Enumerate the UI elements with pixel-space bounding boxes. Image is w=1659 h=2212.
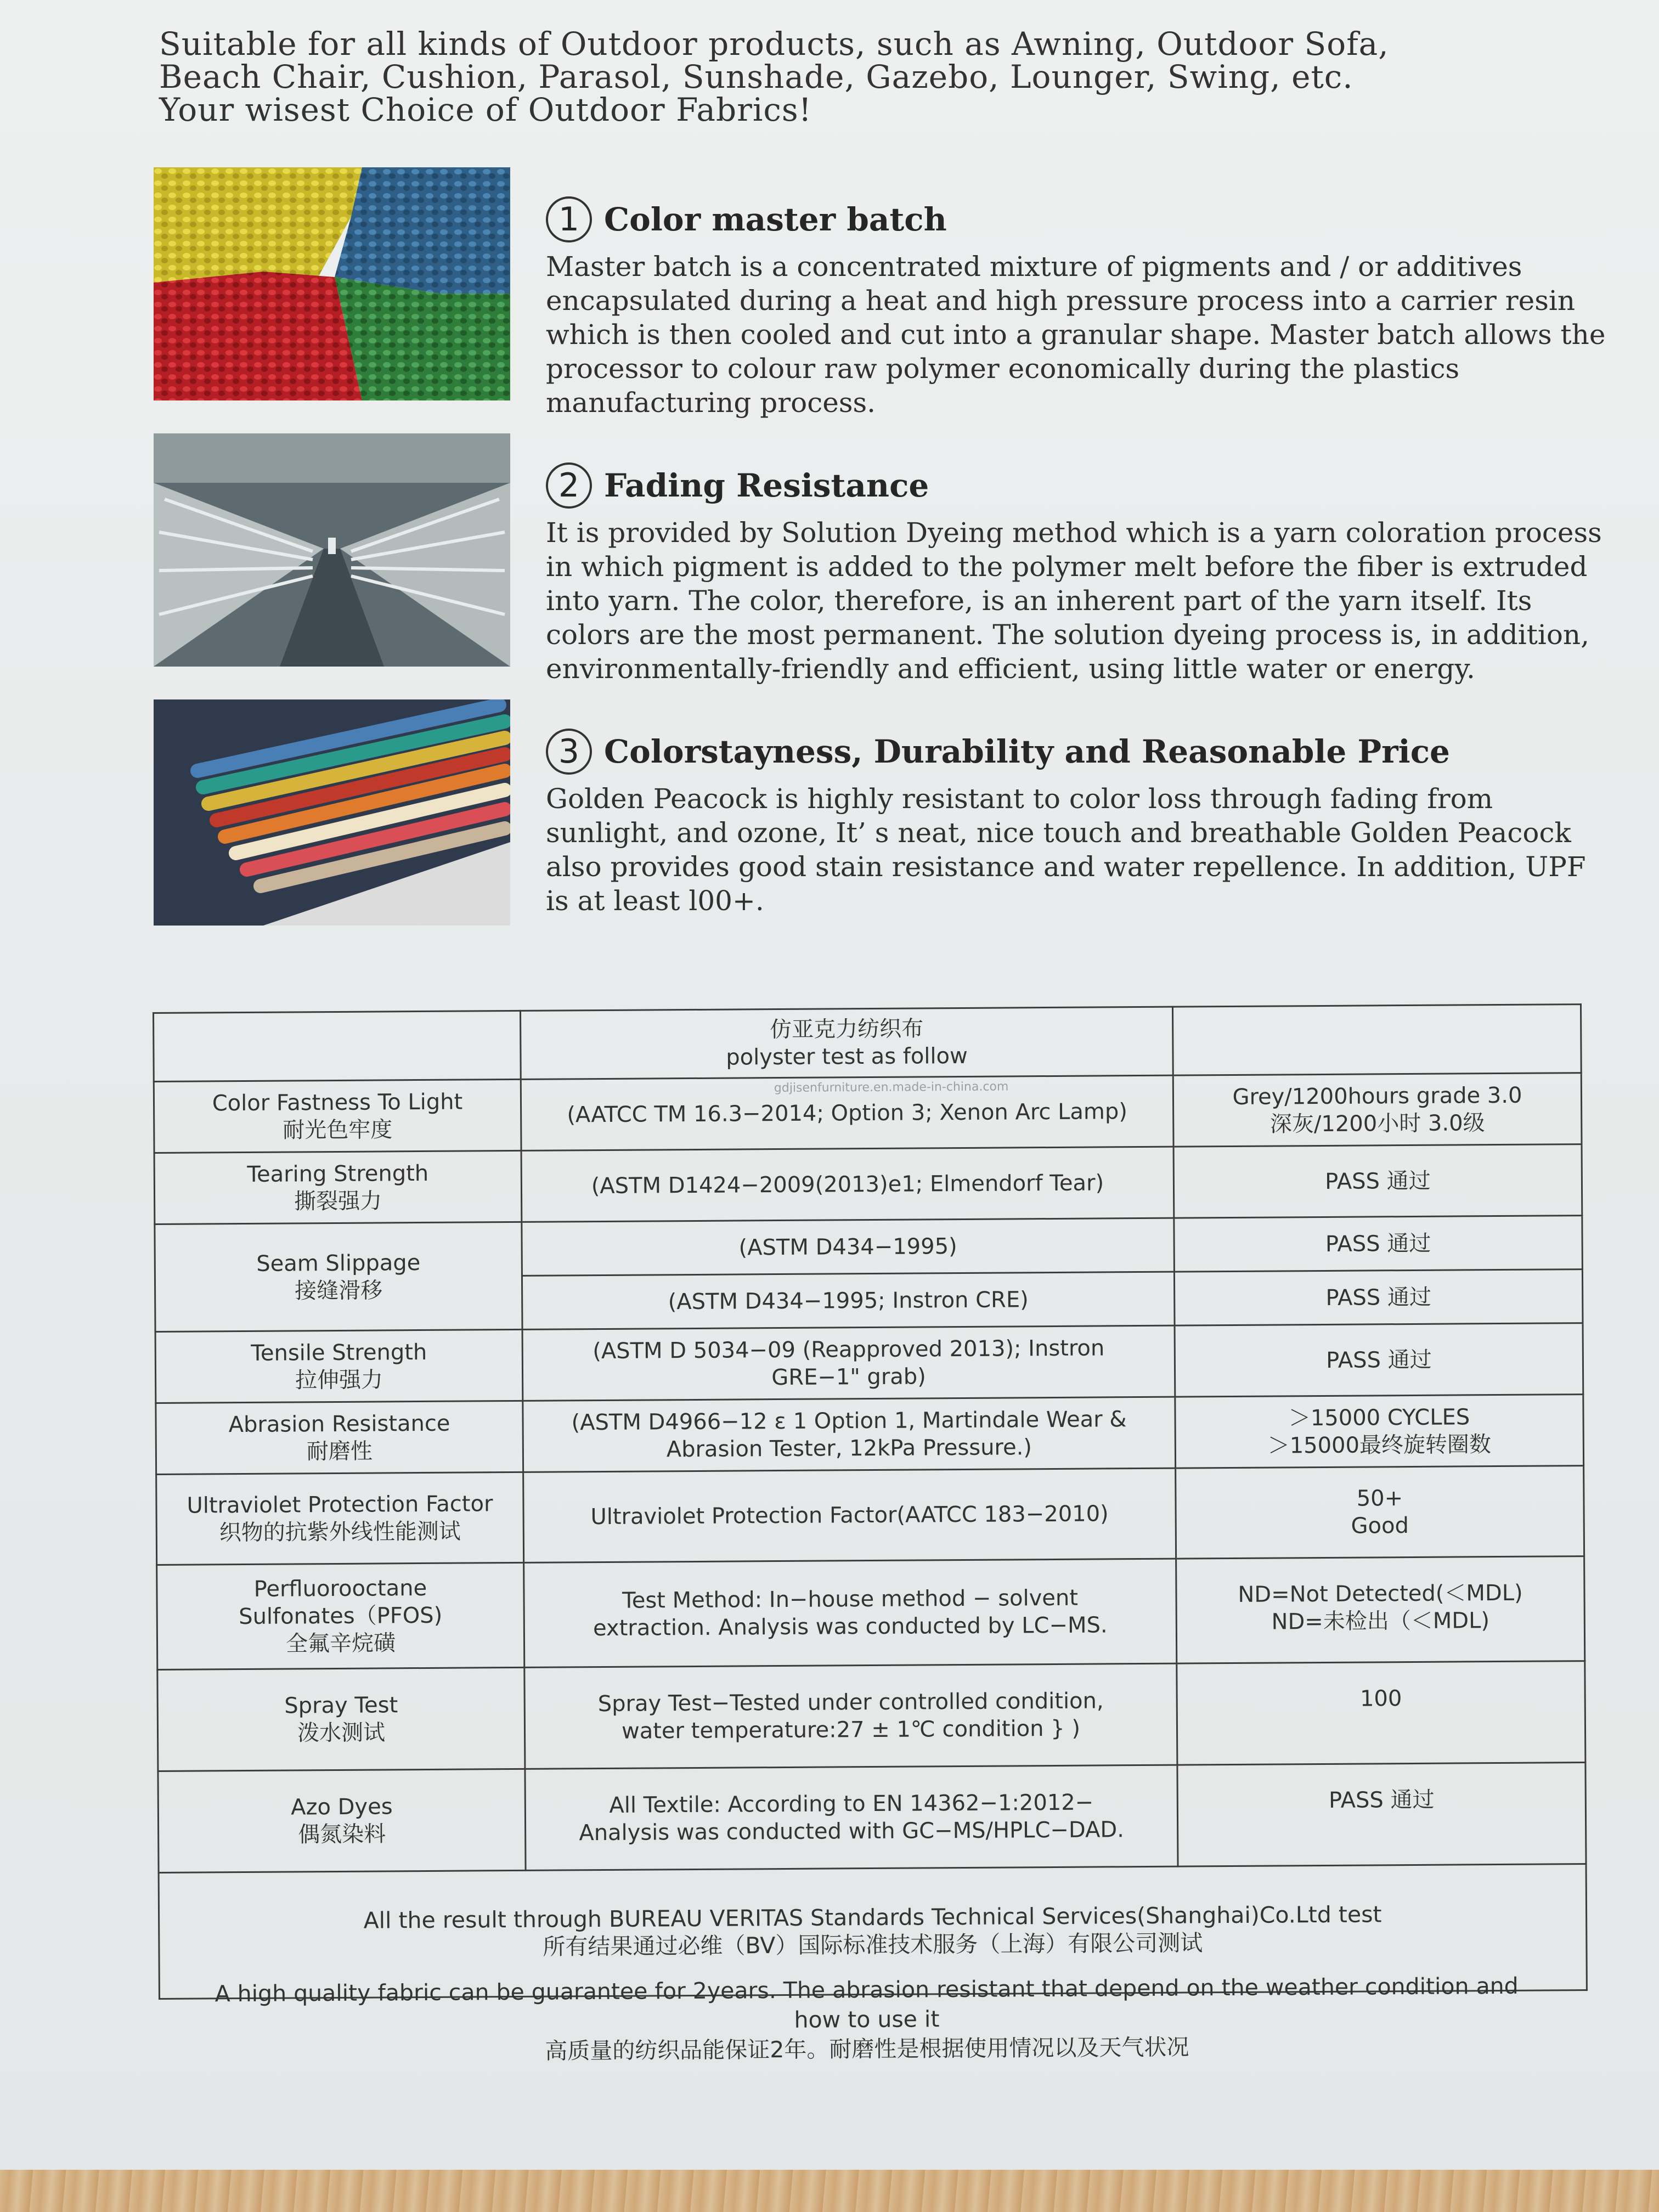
test-result-text-cn: 深灰/1200小时 3.0级 (1269, 1110, 1485, 1137)
feature-1-text (546, 195, 1616, 420)
table-row (156, 1395, 1584, 1475)
test-name-en: Spray Test (284, 1692, 398, 1719)
test-result-cell (1177, 1762, 1586, 1866)
table-row (156, 1466, 1584, 1565)
test-method-cell (522, 1272, 1175, 1329)
test-summary-cn: 所有结果通过必维（BV）国际标准技术服务（上海）有限公司测试 (543, 1929, 1203, 1961)
test-name-en: Tensile Strength (251, 1339, 427, 1366)
header-empty-cell (1172, 1005, 1581, 1076)
test-method-cell (524, 1663, 1177, 1769)
test-result-cell (1174, 1269, 1583, 1326)
test-method-text: (ASTM D434−1995) (738, 1233, 957, 1261)
guarantee-note (208, 1971, 1526, 2068)
table-row (155, 1323, 1583, 1403)
intro-line-2: Beach Chair, Cushion, Parasol, Sunshade, Gazebo, Lounger, Swing, etc. (159, 58, 1353, 95)
test-name-cell (155, 1222, 522, 1332)
test-result-text-2: Good (1351, 1513, 1409, 1539)
test-method-text-2: Analysis was conducted with GC−MS/HPLC−DAD. (579, 1816, 1125, 1846)
feature-1-heading (546, 195, 1616, 244)
test-result-cell (1175, 1395, 1584, 1469)
test-name-cell (158, 1769, 526, 1872)
test-name-cn: 全氟辛烷磺 (285, 1630, 396, 1657)
test-result-text: PASS 通过 (1326, 1347, 1432, 1373)
test-result-text: PASS 通过 (1328, 1787, 1435, 1813)
test-method-text-2: water temperature:27 ± 1℃ condition } ) (621, 1716, 1081, 1744)
test-result-text-cn: ＞15000最终旋转圈数 (1267, 1431, 1492, 1459)
test-name-cell (157, 1563, 524, 1669)
test-name-cn: 耐磨性 (306, 1438, 373, 1465)
feature-fading-resistance (154, 433, 1613, 685)
test-result-text: Grey/1200hours grade 3.0 (1232, 1082, 1522, 1110)
test-method-text: (ASTM D434−1995; Instron CRE) (668, 1287, 1029, 1315)
test-name-cn: 偶氮染料 (298, 1821, 386, 1848)
test-result-cell (1176, 1466, 1584, 1559)
test-name-cell (154, 1079, 521, 1153)
feature-1-body: Master batch is a concentrated mixture of pigments and / or additives encapsulated during a heat and high pressure process into a carrier resin which is then cooled and cut into a granular shape. Master batch allows the processor to colour raw polymer economically during the plastics manufacturing process. (546, 251, 1606, 419)
test-method-cell (523, 1397, 1176, 1472)
test-method-cell (524, 1559, 1177, 1667)
test-result-text: ND=Not Detected(＜MDL) (1238, 1581, 1523, 1608)
header-title-cn: 仿亚克力纺织布 (770, 1016, 924, 1043)
test-name-cn: 织物的抗紫外线性能测试 (219, 1519, 461, 1546)
test-result-cell (1175, 1323, 1583, 1397)
feature-3-text (546, 727, 1616, 918)
feature-2-body: It is provided by Solution Dyeing method which is a yarn coloration process in which pigment is added to the polymer melt before the fiber is extruded into yarn. The color, therefore, is an inherent part of the yarn itself. Its colors are the most permanent. The solution dyeing process is, in addition, environmentally-friendly and efficient, using little water or energy. (546, 517, 1602, 685)
test-result-text: 50+ (1356, 1486, 1403, 1512)
test-name-en: Ultraviolet Protection Factor (187, 1491, 493, 1519)
table-row (154, 1144, 1582, 1224)
test-name-en: Azo Dyes (290, 1794, 393, 1820)
header-empty-cell (154, 1011, 521, 1081)
test-method-cell (525, 1765, 1178, 1870)
table-row (158, 1762, 1586, 1872)
test-result-cell (1173, 1144, 1582, 1218)
feature-1-title: Color master batch (604, 201, 947, 238)
feature-color-master-batch (154, 167, 1613, 419)
feature-number-1-icon: 1 (546, 196, 592, 242)
test-name-en: Abrasion Resistance (228, 1410, 450, 1438)
table-row (157, 1556, 1585, 1669)
test-method-cell (521, 1147, 1174, 1222)
test-method-text: Ultraviolet Protection Factor(AATCC 183−2010) (590, 1501, 1109, 1530)
test-method-cell (523, 1469, 1176, 1563)
test-method-cell (522, 1218, 1175, 1276)
feature-3-heading (546, 727, 1616, 776)
test-method-cell (521, 1075, 1173, 1150)
header-title-cell (520, 1007, 1173, 1079)
feature-2-title: Fading Resistance (604, 467, 929, 504)
fabric-rolls-photo (154, 699, 510, 926)
wooden-desk-surface (0, 2170, 1659, 2212)
test-result-cell (1173, 1073, 1582, 1147)
test-name-cn: 撕裂强力 (294, 1188, 382, 1215)
intro-line-1: Suitable for all kinds of Outdoor products, such as Awning, Outdoor Sofa, (159, 25, 1389, 63)
test-name-cell (156, 1472, 524, 1565)
test-name-en: Tearing Strength (247, 1160, 429, 1187)
table-row (154, 1073, 1582, 1153)
test-name-cn: 接缝滑移 (294, 1278, 383, 1304)
feature-colorstayness (154, 699, 1613, 930)
test-name-cell (157, 1667, 525, 1771)
test-name-cn: 耐光色牢度 (283, 1116, 393, 1143)
feature-3-body: Golden Peacock is highly resistant to color loss through fading from sunlight, and ozone, It’ s neat, nice touch and breathable Golden Peacock also provides good stain resistance and water repellence. In addition, UPF is at least l00+. (546, 783, 1586, 917)
yarn-factory-photo (154, 433, 510, 667)
test-name-cell (155, 1330, 523, 1403)
table-header-row (154, 1005, 1582, 1082)
test-name-en-2: Sulfonates（PFOS) (239, 1602, 443, 1630)
test-method-cell (522, 1325, 1175, 1401)
feature-2-heading (546, 461, 1616, 510)
test-name-cell (156, 1401, 523, 1475)
test-name-en: Seam Slippage (256, 1250, 421, 1277)
test-result-text: ＞15000 CYCLES (1288, 1404, 1470, 1431)
feature-2-text (546, 461, 1616, 686)
test-result-text: PASS 通过 (1325, 1284, 1432, 1311)
test-method-text-2: Abrasion Tester, 12kPa Pressure.) (666, 1435, 1032, 1463)
test-result-cell (1176, 1556, 1585, 1663)
guarantee-note-en: A high quality fabric can be guarantee for 2years. The abrasion resistant that depend on the weather condition and how to use it (215, 1972, 1519, 2033)
test-name-cn: 拉伸强力 (295, 1367, 383, 1393)
feature-3-title: Colorstayness, Durability and Reasonable Price (604, 733, 1450, 770)
table-row (157, 1661, 1585, 1771)
test-result-cell (1177, 1661, 1585, 1765)
test-name-cell (154, 1151, 522, 1224)
test-result-text: PASS 通过 (1325, 1231, 1431, 1257)
header-title-en: polyster test as follow (726, 1043, 968, 1070)
intro-line-3: Your wisest Choice of Outdoor Fabrics! (159, 91, 812, 128)
test-method-text-2: extraction. Analysis was conducted by LC−MS. (592, 1612, 1108, 1641)
test-results-table (153, 1003, 1588, 2000)
colored-pellets-photo (154, 167, 510, 400)
test-result-text: PASS 通过 (1325, 1168, 1431, 1194)
table-row (155, 1216, 1583, 1278)
test-name-cn: 泼水测试 (297, 1720, 386, 1746)
test-result-text-cn: ND=未检出（＜MDL) (1271, 1608, 1490, 1635)
intro-paragraph (159, 25, 1389, 128)
test-method-text-2: GRE−1" grab) (771, 1364, 926, 1390)
test-method-text: All Textile: According to EN 14362−1:2012− (609, 1790, 1094, 1818)
test-summary-en: All the result through BUREAU VERITAS Standards Technical Services(Shanghai)Co.Ltd test (363, 1901, 1382, 1934)
test-method-text: (AATCC TM 16.3−2014; Option 3; Xenon Arc Lamp) (567, 1098, 1128, 1127)
test-method-text: (ASTM D4966−12 ε 1 Option 1, Martindale Wear & (571, 1407, 1127, 1436)
feature-number-2-icon: 2 (546, 462, 592, 509)
test-method-text: Test Method: In−house method − solvent (622, 1585, 1079, 1613)
test-method-text: (ASTM D 5034−09 (Reapproved 2013); Instron (592, 1335, 1105, 1364)
test-result-cell (1174, 1216, 1583, 1272)
test-method-text: Spray Test−Tested under controlled condition, (597, 1688, 1104, 1717)
test-result-text: 100 (1359, 1685, 1402, 1712)
test-method-text: (ASTM D1424−2009(2013)e1; Elmendorf Tear) (591, 1170, 1104, 1199)
watermark-text: gdjisenfurniture.en.made-in-china.com (774, 1080, 1009, 1096)
guarantee-note-cn: 高质量的纺织品能保证2年。耐磨性是根据使用情况以及天气状况 (545, 2034, 1189, 2064)
test-name-en: Color Fastness To Light (212, 1089, 463, 1116)
test-name-en: Perfluorooctane (253, 1575, 427, 1602)
feature-number-3-icon: 3 (546, 729, 592, 775)
